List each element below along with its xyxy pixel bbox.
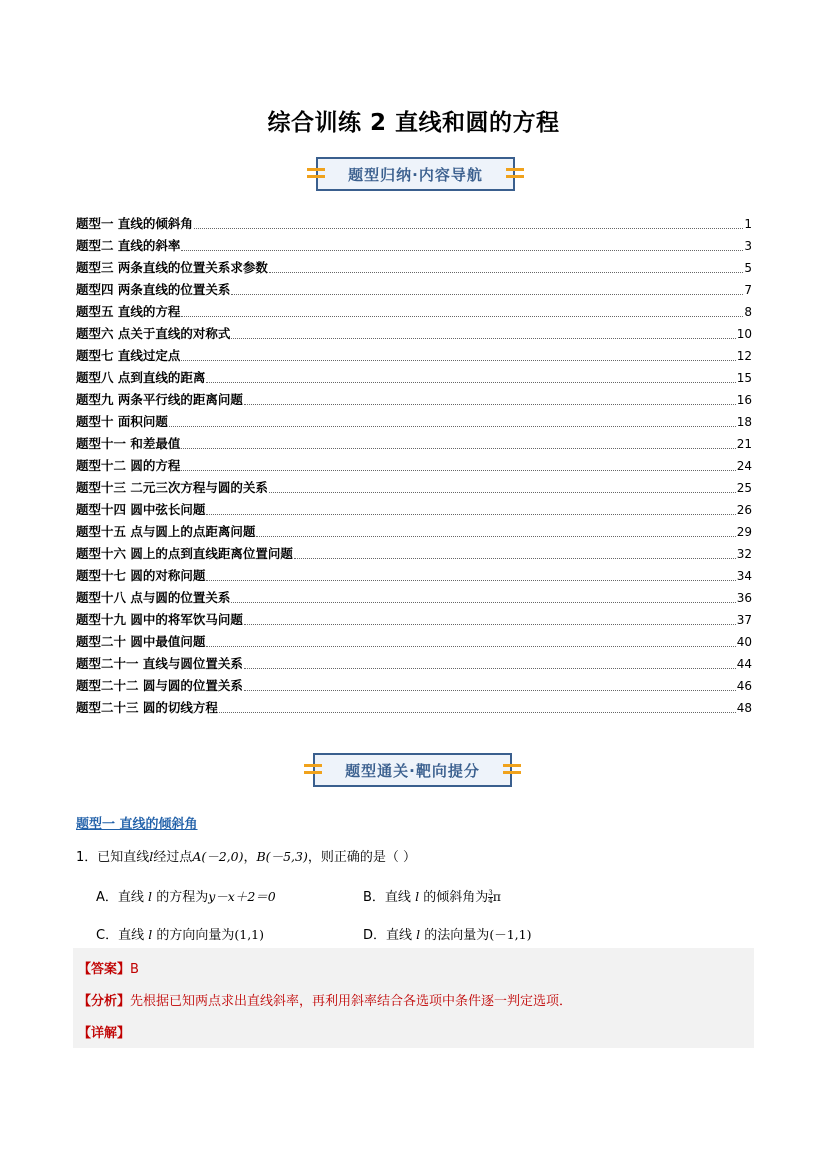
toc-leader-dots <box>181 469 735 471</box>
toc-item-title: 题型三 两条直线的位置关系求参数 <box>76 260 268 275</box>
toc-leader-dots <box>244 667 736 669</box>
toc-leader-dots <box>231 337 735 339</box>
option-text: 的法向量为 <box>424 928 490 943</box>
toc-item[interactable] <box>76 452 752 474</box>
table-of-contents <box>76 210 752 716</box>
toc-item-title: 题型九 两条平行线的距离问题 <box>76 392 243 407</box>
option-math: y－x＋2＝0 <box>208 889 276 904</box>
answer-box <box>73 948 754 1048</box>
toc-item[interactable] <box>76 584 752 606</box>
toc-item[interactable] <box>76 364 752 386</box>
toc-item-page: 7 <box>744 283 752 297</box>
option-math: (1,1) <box>234 927 265 942</box>
toc-leader-dots <box>181 315 743 317</box>
point-a: A(－2,0) <box>192 849 244 864</box>
option-label: B．直线 <box>363 890 411 905</box>
question-number: 1． <box>76 850 98 865</box>
toc-item-title: 题型十五 点与圆上的点距离问题 <box>76 524 256 539</box>
toc-item-title: 题型十三 二元三次方程与圆的关系 <box>76 480 268 495</box>
toc-item-page: 18 <box>736 415 752 429</box>
toc-leader-dots <box>294 557 736 559</box>
var-l: l <box>416 927 421 942</box>
toc-item-page: 24 <box>736 459 752 473</box>
toc-item-page: 21 <box>736 437 752 451</box>
section-heading[interactable]: 题型一 直线的倾斜角 <box>76 817 198 832</box>
question-stem <box>76 846 416 865</box>
toc-item-title: 题型十一 和差最值 <box>76 436 181 451</box>
option-d[interactable] <box>363 924 531 943</box>
analysis-tag: 【分析】 <box>78 994 131 1009</box>
toc-leader-dots <box>206 579 735 581</box>
toc-item-page: 34 <box>736 569 752 583</box>
toc-item-page: 8 <box>744 305 752 319</box>
toc-leader-dots <box>269 491 736 493</box>
toc-item[interactable] <box>76 474 752 496</box>
toc-leader-dots <box>269 271 744 273</box>
toc-leader-dots <box>181 447 735 449</box>
toc-item-title: 题型十 面积问题 <box>76 414 168 429</box>
toc-item[interactable] <box>76 430 752 452</box>
toc-item[interactable] <box>76 386 752 408</box>
toc-item-page: 3 <box>744 239 752 253</box>
pi-symbol: π <box>492 889 501 904</box>
toc-item-page: 15 <box>736 371 752 385</box>
toc-item-title: 题型七 直线过定点 <box>76 348 181 363</box>
toc-item-page: 5 <box>744 261 752 275</box>
detail-tag: 【详解】 <box>78 1026 131 1041</box>
banner-left-deco-icon <box>307 167 325 180</box>
analysis-text: 先根据已知两点求出直线斜率，再利用斜率结合各选项中条件逐一判定选项． <box>130 994 573 1009</box>
toc-item-title: 题型八 点到直线的距离 <box>76 370 206 385</box>
banner-left-deco-icon <box>304 763 322 776</box>
toc-leader-dots <box>206 513 735 515</box>
toc-item[interactable] <box>76 210 752 232</box>
toc-item-page: 26 <box>736 503 752 517</box>
toc-item[interactable] <box>76 408 752 430</box>
toc-item-title: 题型五 直线的方程 <box>76 304 181 319</box>
toc-leader-dots <box>206 645 735 647</box>
toc-item-title: 题型二十二 圆与圆的位置关系 <box>76 678 243 693</box>
option-text: 的倾斜角为 <box>423 890 489 905</box>
toc-item-page: 36 <box>736 591 752 605</box>
toc-leader-dots <box>244 403 736 405</box>
toc-item[interactable] <box>76 694 752 716</box>
detail-line <box>78 1022 130 1041</box>
toc-leader-dots <box>181 249 743 251</box>
fraction-denominator: 4 <box>488 897 493 905</box>
separator: ， <box>243 850 257 865</box>
practice-banner <box>313 753 512 787</box>
toc-item[interactable] <box>76 518 752 540</box>
toc-item-page: 25 <box>736 481 752 495</box>
toc-item[interactable] <box>76 232 752 254</box>
toc-item-page: 44 <box>736 657 752 671</box>
toc-item-title: 题型二十一 直线与圆位置关系 <box>76 656 243 671</box>
var-l: l <box>148 889 153 904</box>
toc-item-page: 37 <box>736 613 752 627</box>
toc-item[interactable] <box>76 606 752 628</box>
question-text: 经过点 <box>153 850 193 865</box>
toc-item-title: 题型十七 圆的对称问题 <box>76 568 206 583</box>
question-text: ，则正确的是（ ） <box>307 850 416 865</box>
page-title: 综合训练 2 直线和圆的方程 <box>267 110 560 136</box>
point-b: B(－5,3) <box>256 849 308 864</box>
banner-right-deco-icon <box>503 763 521 776</box>
toc-item-title: 题型二十三 圆的切线方程 <box>76 700 218 715</box>
var-l: l <box>148 927 153 942</box>
toc-item-page: 46 <box>736 679 752 693</box>
option-c[interactable] <box>96 924 264 943</box>
toc-item-page: 32 <box>736 547 752 561</box>
analysis-line <box>78 990 572 1009</box>
practice-banner-text: 题型通关·靶向提分 <box>345 761 480 780</box>
var-l: l <box>149 849 154 864</box>
banner-right-deco-icon <box>506 167 524 180</box>
option-a[interactable] <box>96 886 276 905</box>
toc-leader-dots <box>194 227 744 229</box>
toc-item-title: 题型二十 圆中最值问题 <box>76 634 206 649</box>
var-l: l <box>415 889 420 904</box>
toc-item-title: 题型十九 圆中的将军饮马问题 <box>76 612 243 627</box>
toc-item[interactable] <box>76 672 752 694</box>
toc-item-page: 29 <box>736 525 752 539</box>
toc-item-title: 题型四 两条直线的位置关系 <box>76 282 231 297</box>
toc-item-page: 40 <box>736 635 752 649</box>
toc-leader-dots <box>169 425 736 427</box>
toc-item-title: 题型十二 圆的方程 <box>76 458 181 473</box>
answer-value: B <box>130 962 139 977</box>
toc-leader-dots <box>231 601 735 603</box>
toc-item[interactable] <box>76 342 752 364</box>
toc-item[interactable] <box>76 298 752 320</box>
toc-item[interactable] <box>76 254 752 276</box>
toc-item[interactable] <box>76 320 752 342</box>
toc-leader-dots <box>244 623 736 625</box>
nav-banner-text: 题型归纳·内容导航 <box>348 165 483 184</box>
option-b[interactable] <box>363 886 501 905</box>
toc-item[interactable] <box>76 562 752 584</box>
toc-item[interactable] <box>76 496 752 518</box>
nav-banner <box>316 157 515 191</box>
toc-item-title: 题型十六 圆上的点到直线距离位置问题 <box>76 546 293 561</box>
option-label: C．直线 <box>96 928 145 943</box>
toc-item-title: 题型六 点关于直线的对称式 <box>76 326 231 341</box>
toc-item[interactable] <box>76 628 752 650</box>
toc-item-page: 48 <box>736 701 752 715</box>
toc-item[interactable] <box>76 540 752 562</box>
toc-item-title: 题型一 直线的倾斜角 <box>76 216 193 231</box>
option-text: 的方程为 <box>156 890 209 905</box>
question-text: 已知直线 <box>97 850 150 865</box>
fraction-numerator: 3 <box>488 889 493 897</box>
toc-leader-dots <box>219 711 736 713</box>
toc-leader-dots <box>244 689 736 691</box>
toc-item-page: 12 <box>736 349 752 363</box>
toc-item-title: 题型二 直线的斜率 <box>76 238 181 253</box>
toc-item-page: 10 <box>736 327 752 341</box>
answer-line <box>78 958 139 977</box>
toc-item-title: 题型十八 点与圆的位置关系 <box>76 590 231 605</box>
toc-item-page: 16 <box>736 393 752 407</box>
toc-leader-dots <box>256 535 735 537</box>
toc-leader-dots <box>181 359 735 361</box>
toc-item-page: 1 <box>744 217 752 231</box>
toc-item-title: 题型十四 圆中弦长问题 <box>76 502 206 517</box>
option-math: (－1,1) <box>489 927 532 942</box>
toc-leader-dots <box>206 381 735 383</box>
option-label: A．直线 <box>96 890 144 905</box>
toc-item[interactable] <box>76 650 752 672</box>
option-label: D．直线 <box>363 928 413 943</box>
answer-tag: 【答案】 <box>78 962 131 977</box>
option-text: 的方向向量为 <box>156 928 235 943</box>
toc-leader-dots <box>231 293 743 295</box>
toc-item[interactable] <box>76 276 752 298</box>
